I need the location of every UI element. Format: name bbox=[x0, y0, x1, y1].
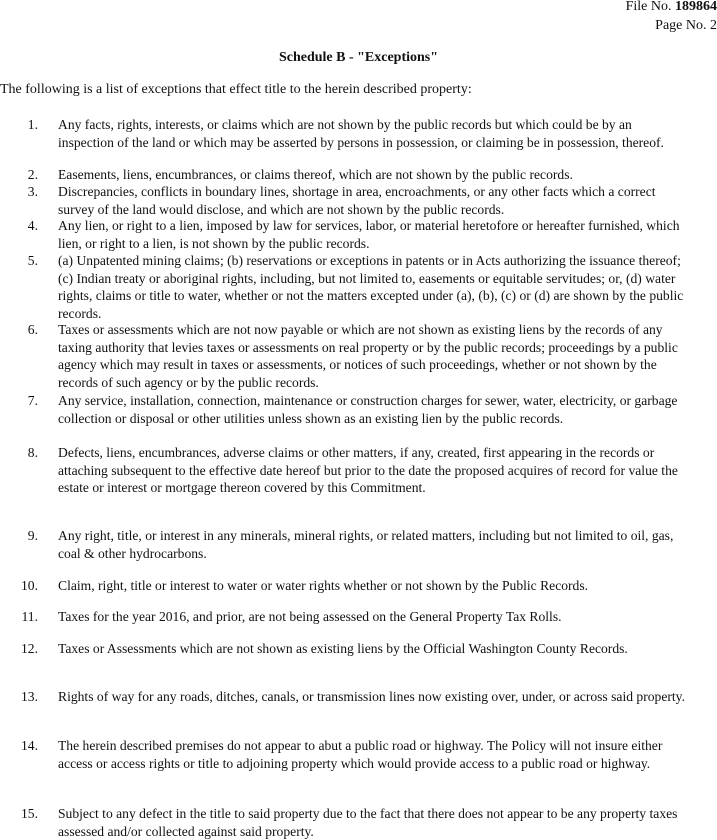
exception-item bbox=[0, 577, 717, 595]
exception-number: 9. bbox=[27, 528, 38, 543]
exception-text: (a) Unpatented mining claims; (b) reservations or exceptions in patents or in Acts authorizing the issuance thereof; (c) Indian treaty or aboriginal rights, including, but not limited to, easements or equitable servitudes; or, (d) water rights, claims or title to water, whether or not the matters excepted under (a), (b), (c) or (d) are shown by the public records. bbox=[58, 253, 684, 321]
exception-text: Taxes or assessments which are not now payable or which are not shown as existing liens by the records of any taxing authority that levies taxes or assessments on real property or by the public records; proceedings by a public agency which may result in taxes or assessments, or notices of such proceedings, whether or not shown by the records of such agency or by the public records. bbox=[58, 322, 678, 390]
exception-number: 1. bbox=[27, 117, 38, 132]
exception-text: Claim, right, title or interest to water or water rights whether or not shown by the Public Records. bbox=[58, 578, 589, 593]
exception-text: Defects, liens, encumbrances, adverse claims or other matters, if any, created, first appearing in the records or attaching subsequent to the effective date hereof but prior to the date the proposed acquires of record for value the estate or interest or mortgage thereon covered by this Commitment. bbox=[58, 445, 678, 496]
exception-item bbox=[0, 737, 717, 772]
exception-item bbox=[0, 392, 717, 427]
exception-number: 3. bbox=[27, 184, 38, 199]
exception-item bbox=[0, 321, 717, 391]
exception-number: 13. bbox=[21, 689, 38, 704]
exception-number: 7. bbox=[27, 393, 38, 408]
exception-item bbox=[0, 444, 717, 497]
exception-number: 15. bbox=[21, 806, 38, 821]
exception-number: 12. bbox=[21, 641, 38, 656]
exception-number: 11. bbox=[21, 609, 38, 624]
exception-text: Any service, installation, connection, maintenance or construction charges for sewer, water, electricity, or garbage collection or disposal or other utilities unless shown as an existing lien by the public records. bbox=[58, 393, 678, 426]
exception-number: 5. bbox=[27, 253, 38, 268]
exception-text: Any lien, or right to a lien, imposed by law for services, labor, or material heretofore or hereafter furnished, which lien, or right to a lien, is not shown by the public records. bbox=[58, 218, 680, 251]
exception-number: 14. bbox=[21, 738, 38, 753]
exception-number: 4. bbox=[27, 218, 38, 233]
exception-text: Taxes or Assessments which are not shown as existing liens by the Official Washington County Records. bbox=[58, 641, 628, 656]
file-number: 189864 bbox=[675, 0, 717, 14]
exception-item bbox=[0, 640, 717, 658]
file-header bbox=[626, 0, 717, 35]
file-label: File No. bbox=[625, 0, 672, 14]
exception-number: 2. bbox=[27, 167, 38, 182]
exception-text: Any right, title, or interest in any minerals, mineral rights, or related matters, including but not limited to oil, gas, coal & other hydrocarbons. bbox=[58, 528, 674, 561]
exception-item bbox=[0, 805, 717, 840]
exception-item bbox=[0, 608, 717, 626]
exception-text: The herein described premises do not appear to abut a public road or highway. The Policy will not insure either access or access rights or title to adjoining property which would provide access to a public road or highway. bbox=[58, 738, 663, 771]
exception-item bbox=[0, 116, 717, 151]
exception-number: 10. bbox=[21, 578, 38, 593]
exception-item bbox=[0, 217, 717, 252]
exception-item bbox=[0, 527, 717, 562]
page-number: Page No. 2 bbox=[655, 18, 717, 33]
exception-text: Easements, liens, encumbrances, or claims thereof, which are not shown by the public records. bbox=[58, 167, 573, 182]
exception-item bbox=[0, 252, 717, 322]
exception-number: 6. bbox=[27, 322, 38, 337]
exception-text: Any facts, rights, interests, or claims which are not shown by the public records but which could be by an inspection of the land or which may be asserted by persons in possession, or claiming be in possession, thereof. bbox=[58, 117, 664, 150]
exception-text: Taxes for the year 2016, and prior, are not being assessed on the General Property Tax Rolls. bbox=[58, 609, 562, 624]
intro-text: The following is a list of exceptions that effect title to the herein described property: bbox=[0, 82, 472, 97]
exception-item bbox=[0, 688, 717, 706]
exception-text: Subject to any defect in the title to said property due to the fact that there does not appear to be any property taxes assessed and/or collected against said property. bbox=[58, 806, 678, 839]
file-number-line bbox=[626, 0, 717, 16]
exception-item bbox=[0, 183, 717, 218]
exception-number: 8. bbox=[27, 445, 38, 460]
schedule-title: Schedule B - "Exceptions" bbox=[278, 50, 439, 65]
exception-item bbox=[0, 166, 717, 184]
exception-text: Discrepancies, conflicts in boundary lines, shortage in area, encroachments, or any other facts which a correct survey of the land would disclose, and which are not shown by the public records. bbox=[58, 184, 656, 217]
exception-text: Rights of way for any roads, ditches, canals, or transmission lines now existing over, under, or across said property. bbox=[58, 689, 685, 704]
